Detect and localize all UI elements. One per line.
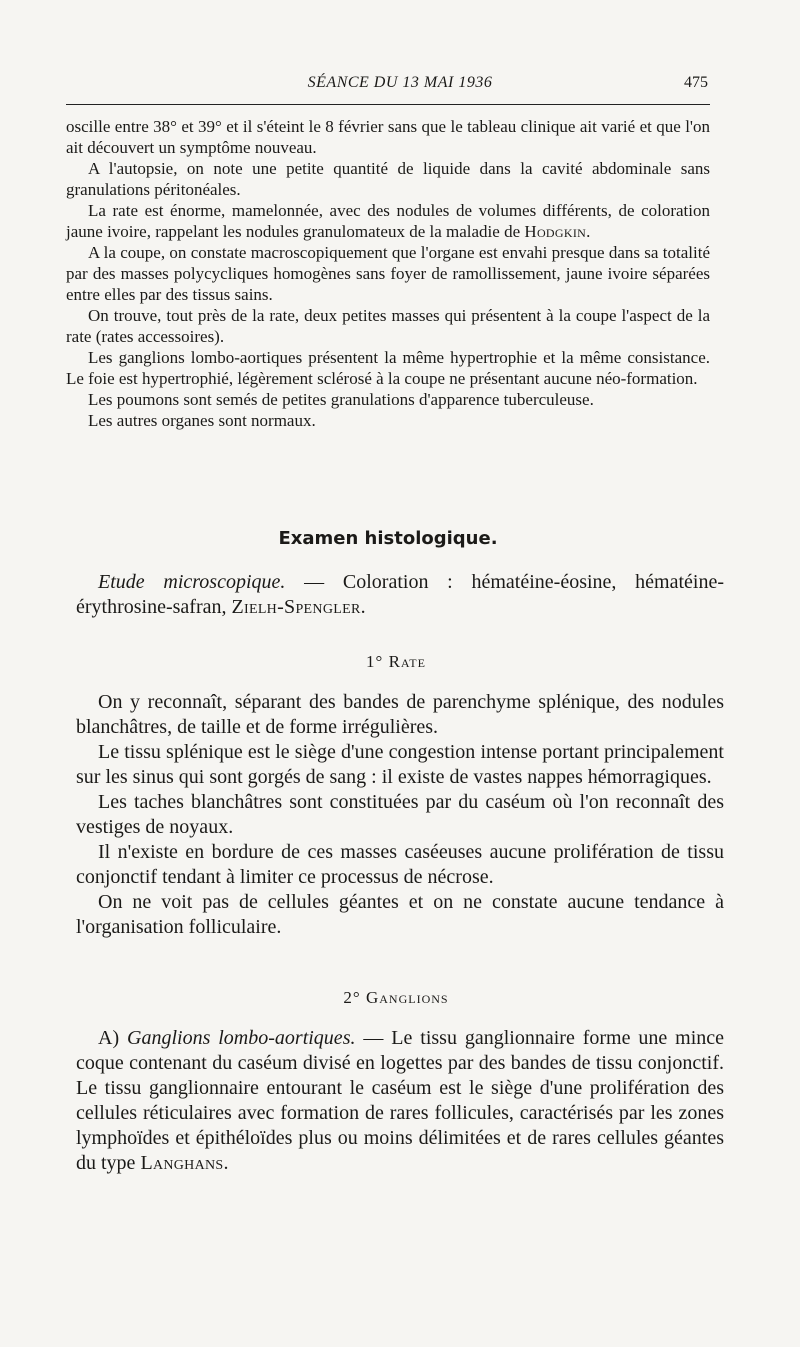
paragraph: Les poumons sont semés de petites granulations d'apparence tuberculeuse. (88, 390, 594, 409)
paragraph: A l'autopsie, on note une petite quantité de liquide dans la cavité abdominale sans granulations péritonéales. (66, 159, 710, 199)
subheading-rate: 1° Rate (366, 652, 426, 671)
paragraph: Les autres organes sont normaux. (88, 411, 316, 430)
paragraph: Les taches blanchâtres sont constituées par du caséum où l'on reconnaît des vestiges de noyaux. (76, 791, 724, 838)
page-number: 475 (684, 74, 708, 91)
section-title: Examen histologique. (278, 528, 498, 549)
ganglions-label: Ganglions lombo-aortiques. (127, 1027, 356, 1049)
paragraph: On ne voit pas de cellules géantes et on ne constate aucune tendance à l'organisation folliculaire. (76, 891, 724, 938)
paragraph: Les ganglions lombo-aortiques présentent la même hypertrophie et la même consistance. Le foie est hypertrophié, légèrement sclérosé à la coupe ne présentant aucune néo-formation. (66, 348, 710, 388)
rate-section (76, 690, 724, 940)
study-paragraph (76, 570, 724, 620)
text-span: A) (98, 1027, 128, 1049)
paragraph: oscille entre 38° et 39° et il s'éteint le 8 février sans que le tableau clinique ait varié et que l'on ait découvert un symptôme nouveau. (66, 117, 710, 157)
stain-name: Zielh-Spengler (231, 596, 361, 618)
paragraph: On y reconnaît, séparant des bandes de parenchyme splénique, des nodules blanchâtres, de taille et de forme irrégulières. (76, 691, 724, 738)
paragraph (76, 570, 724, 620)
running-header-title: SÉANCE DU 13 MAI 1936 (307, 74, 493, 91)
author-name: Hodgkin (524, 222, 587, 241)
author-name: Langhans (140, 1152, 224, 1174)
text-span: . (360, 596, 366, 618)
paragraph: Il n'existe en bordure de ces masses caséeuses aucune prolifération de tissu conjonctif tendant à limiter ce processus de nécrose. (76, 841, 724, 888)
paragraph: A la coupe, on constate macroscopiquement que l'organe est envahi presque dans sa totalité par des masses polycycliques homogènes sans foyer de ramollissement, jaune ivoire séparées entre elles par des tissus sains. (66, 243, 710, 304)
text-span: — Le tissu ganglionnaire forme une mince coque contenant du caséum divisé en logettes par des bandes de tissu conjonctif. Le tissu ganglionnaire entourant le caséum est le siège d'une prolifération des cellules réticulaires avec formation de rares follicules, caractérisés par les zones lymphoïdes et épithéloïdes plus ou moins délimitées et de rares cellules géantes du type (76, 1027, 725, 1174)
paragraph (76, 1026, 724, 1176)
header-rule (66, 104, 710, 105)
study-label: Etude microscopique. (98, 571, 286, 593)
text-span: La rate est énorme, mamelonnée, avec des nodules de volumes différents, de coloration jaune ivoire, rappelant les nodules granulomateux de la maladie de (66, 201, 710, 241)
paragraph: On trouve, tout près de la rate, deux petites masses qui présentent à la coupe l'aspect de la rate (rates accessoires). (66, 306, 710, 346)
subheading-ganglions: 2° Ganglions (343, 988, 449, 1007)
ganglions-section (76, 1026, 724, 1176)
text-span: . (223, 1152, 229, 1174)
text-span: — Coloration : hématéine-éosine, hématéine-érythrosine-safran, (76, 571, 724, 618)
clinical-observation (66, 116, 710, 431)
text-span: . (586, 222, 591, 241)
paragraph: Le tissu splénique est le siège d'une congestion intense portant principalement sur les sinus qui sont gorgés de sang : il existe de vastes nappes hémorragiques. (76, 741, 724, 788)
paragraph (66, 200, 710, 242)
